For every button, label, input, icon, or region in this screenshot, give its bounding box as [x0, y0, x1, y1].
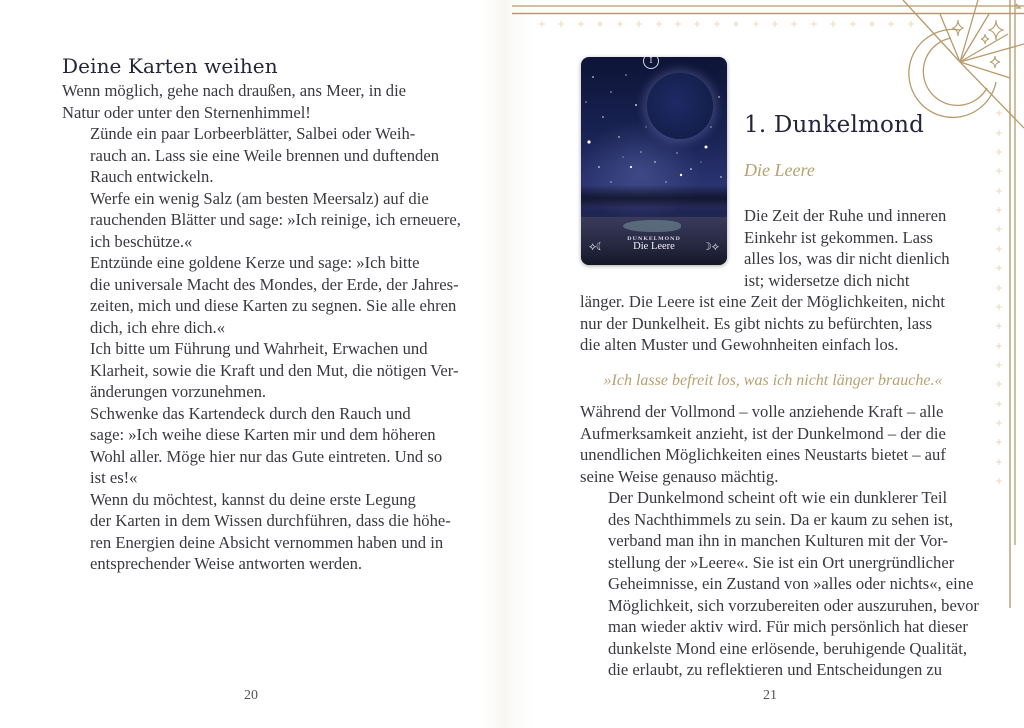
paragraph: Werfe ein wenig Salz (am besten Meersalz) auf die rauchenden Blätter und sage: »Ich reinige, ich erneuere, ich beschütze.«: [90, 188, 461, 251]
crescent-moon-left-icon: ⟡☾: [589, 240, 604, 253]
intro-wrap-text: Die Zeit der Ruhe und inneren Einkehr ist gekommen. Lass alles los, was dir nicht dienlich ist; widersetze dich nicht: [744, 206, 950, 290]
affirmation-quote: »Ich lasse befreit los, was ich nicht länger brauche.«: [603, 371, 943, 389]
left-page-text: [62, 52, 461, 575]
paragraph: Der Dunkelmond scheint oft wie ein dunklerer Teil des Nachthimmels zu sein. Da er kaum zu sehen ist, verband man ihn in manchen Kulturen mit der Vor- stellung der »Leere«. Sie ist ein Ort unergründlicher Geheimnisse, ein Zustand von »alles oder nichts«, eine Möglichkeit, sich vorzubereiten oder auszuruhen, bevor man wieder aktiv wird. Für mich persönlich hat dieser dunkelste Mond eine erlösende, beruhigende Qualität, die erlaubt, zu reflektieren und Entscheidungen zu: [608, 488, 979, 679]
intro-continuation: länger. Die Leere ist eine Zeit der Möglichkeiten, nicht nur der Dunkelheit. Es gibt nichts zu befürchten, lass die alten Muster und Gewohnheiten einfach los.: [580, 292, 945, 354]
paragraph: Schwenke das Kartendeck durch den Rauch und sage: »Ich weihe diese Karten mir und dem höheren Wohl aller. Möge hier nur das Gute eintreten. Und so ist es!«: [90, 403, 443, 487]
chapter-subtitle: Die Leere: [744, 160, 815, 180]
chapter-title: 1. Dunkelmond: [744, 112, 925, 138]
left-page: [0, 0, 510, 728]
paragraph: Ich bitte um Führung und Wahrheit, Erwachen und Klarheit, sowie die Kraft und den Mut, die nötigen Ver- änderungen vorzunehmen.: [90, 339, 459, 401]
page-number-left: 20: [244, 688, 258, 703]
paragraph: Wenn du möchtest, kannst du deine erste Legung der Karten in dem Wissen durchführen, dass die höhe- ren Energien deine Absicht vernommen haben und in entsprechender Weise antworten werden.: [90, 489, 451, 573]
card-number-badge: I: [643, 57, 659, 69]
card-subtitle: DUNKELMOND: [627, 236, 681, 242]
page-number-right: 21: [763, 688, 777, 703]
card-title: Die Leere: [633, 241, 675, 252]
section-heading: Deine Karten weihen: [62, 54, 278, 78]
page-gutter: [482, 0, 532, 728]
reclining-figure: [623, 220, 681, 232]
dark-moon-icon: [647, 73, 713, 139]
right-page-text: [580, 291, 979, 681]
paragraph: Während der Vollmond – volle anziehende Kraft – alle Aufmerksamkeit anzieht, ist der Dunkelmond – der die unendlichen Möglichkeiten eines Neustarts bietet – auf seine Weise genauso mächtig.: [580, 402, 946, 486]
paragraph: Zünde ein paar Lorbeerblätter, Salbei oder Weih- rauch an. Lass sie eine Weile brennen und duftenden Rauch entwickeln.: [90, 124, 440, 186]
treeline: [581, 185, 727, 207]
paragraph: Entzünde eine goldene Kerze und sage: »Ich bitte die universale Macht des Mondes, der Erde, der Jahres- zeiten, mich und diese Karten zu segnen. Sie alle ehren dich, ich ehre dich.«: [90, 253, 459, 337]
oracle-card-image: [581, 57, 727, 265]
paragraph: Wenn möglich, gehe nach draußen, ans Meer, in die Natur oder unter den Sternenhimmel!: [62, 81, 407, 122]
crescent-moon-right-icon: ☽⟡: [701, 240, 719, 253]
